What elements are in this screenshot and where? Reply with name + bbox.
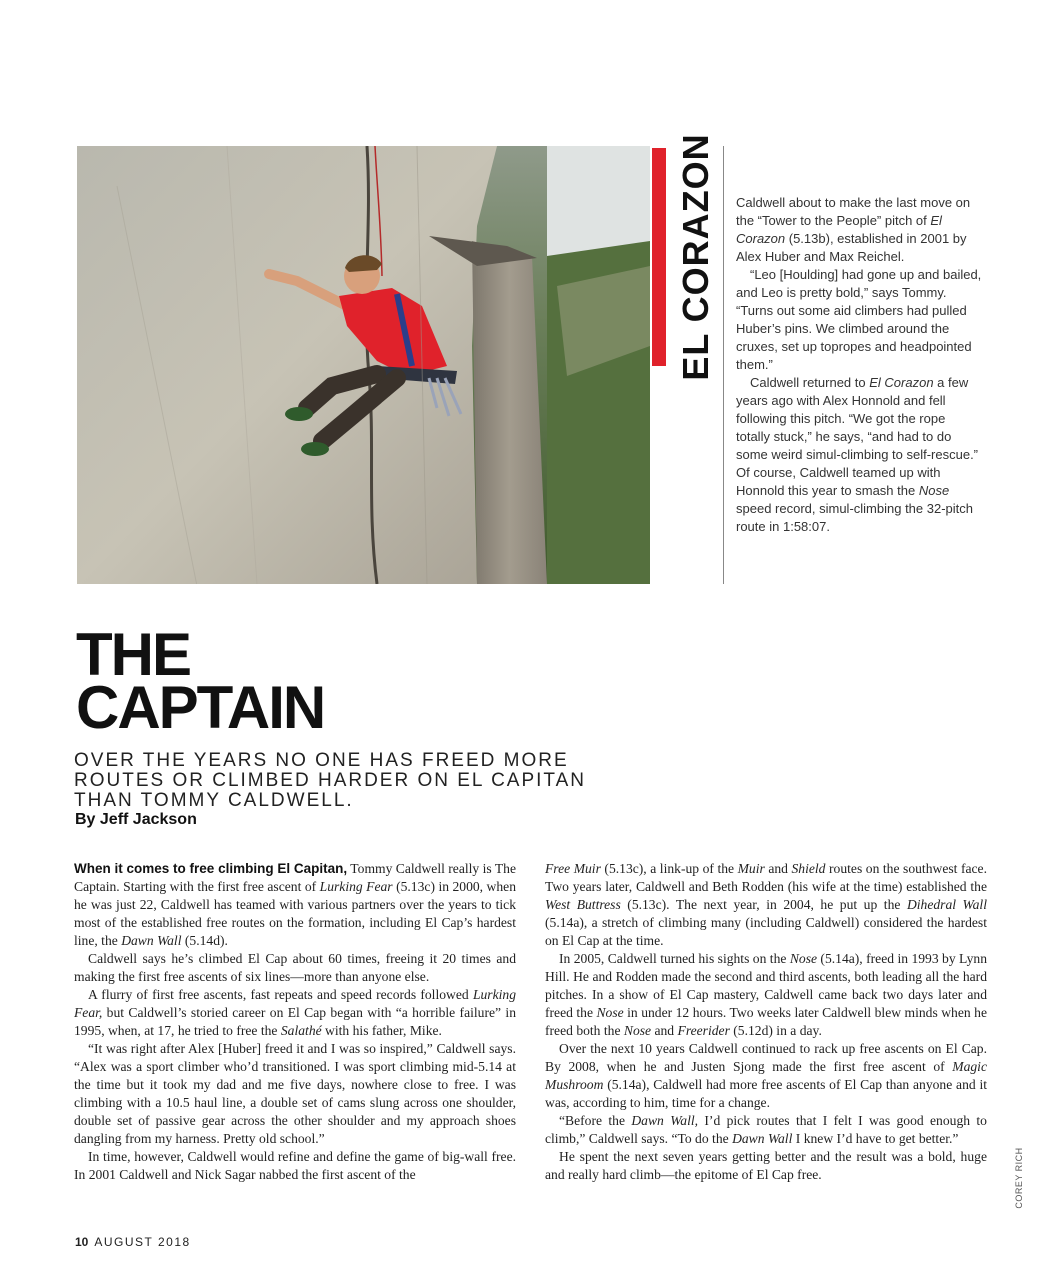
text-run: “Before the [559,1113,632,1128]
paragraph [74,1040,516,1148]
paragraph [545,950,987,1040]
text-run: Caldwell returned to [750,375,870,390]
paragraph [736,266,982,374]
italic-text: Nose [596,1005,624,1020]
italic-text: Lurking Fear [319,879,393,894]
text-run: (5.14a), a stretch of climbing many (including Caldwell) considered the hardest on El Cap at the time. [545,915,987,948]
text-run: speed record, simul-climbing the 32-pitch route in 1:58:07. [736,501,973,534]
sidebar-title-text: EL CORAZON [675,133,716,381]
text-run: Tommy Caldwell really is The Captain. Starting with the first free ascent of [74,861,516,894]
paragraph [545,1112,987,1148]
paragraph [736,374,982,536]
paragraph [74,986,516,1040]
paragraph [74,860,516,950]
text-run: He spent the next seven years getting better and the result was a bold, huge and really hard climb—the epitome of El Cap free. [545,1149,987,1182]
text-run: A flurry of first free ascents, fast repeats and speed records followed [88,987,473,1002]
body-column-left [74,860,516,1184]
lead-in: When it comes to free climbing El Capitan, [74,861,348,876]
paragraph [545,1040,987,1112]
italic-text: Dawn Wall [732,1131,793,1146]
text-run: Caldwell about to make the last move on the “Tower to the People” pitch of [736,195,971,228]
italic-text: Shield [791,861,826,876]
text-run: but Caldwell’s storied career on El Cap began with “a horrible failure” in 1995, when, at 17, he tried to free the [74,1005,516,1038]
italic-text: Free Muir [545,861,601,876]
accent-bar [652,148,666,366]
text-run: “Leo [Houlding] had gone up and bailed, and Leo is pretty bold,” says Tommy. “Turns out some aid climbers had pulled Huber’s pins. We climbed around the cruxes, set up topropes and headpointed them.” [736,267,982,372]
text-run: Caldwell says he’s climbed El Cap about 60 times, freeing it 20 times and making the first free ascents of six lines—more than anyone else. [74,951,516,984]
text-run: (5.14a), freed in 1993 by Lynn Hill. He and Rodden made the second and third ascents, both leading all the hard pitches. In a show of El Cap mastery, Caldwell came back two days later and freed the [545,951,987,1020]
text-run: (5.13c). The next year, in 2004, he put up the [620,897,907,912]
sidebar-divider [723,146,724,584]
title-line-1: THE [76,621,190,688]
text-run: I knew I’d have to get better.” [792,1131,959,1146]
italic-text: Nose [918,483,950,498]
text-run: with his father, Mike. [321,1023,442,1038]
italic-text: Lurking Fear, [74,987,516,1020]
text-run: (5.13c), a link-up of the [600,861,738,876]
italic-text: Nose [623,1023,652,1038]
paragraph [736,194,982,266]
photo-caption [736,194,982,536]
folio [75,1235,191,1249]
text-run: routes on the southwest face. Two years later, Caldwell and Beth Rodden (his wife at the time) established the [545,861,987,894]
page-number: 10 [75,1235,89,1249]
italic-text: Dawn Wall [121,933,182,948]
climber-photo-illustration [77,146,650,584]
text-run: (5.14a), Caldwell had more free ascents of El Cap than anyone and it was, according to him, time for a change. [545,1077,987,1110]
title-line-2: CAPTAIN [76,674,325,741]
text-run: (5.14d). [181,933,228,948]
paragraph [545,1148,987,1184]
italic-text: Dihedral Wall [906,897,987,912]
byline: By Jeff Jackson [75,811,197,828]
sidebar-title [675,133,716,381]
text-run: (5.12d) in a day. [729,1023,822,1038]
body-column-right [545,860,987,1184]
italic-text: El Corazon [736,213,942,246]
paragraph [74,950,516,986]
article-deck: OVER THE YEARS NO ONE HAS FREED MORE ROUTES OR CLIMBED HARDER ON EL CAPITAN THAN TOMMY CALDWELL. [74,750,587,811]
italic-text: Salathé [280,1023,322,1038]
paragraph [74,1148,516,1184]
text-run: in under 12 hours. Two weeks later Caldwell blew minds when he freed both the [545,1005,987,1038]
text-run: and [764,861,792,876]
text-run: (5.13c) in 2000, when he was just 22, Caldwell has teamed with various partners over the years to tick most of the established free routes on the formation, including El Cap’s hardest line, the [74,879,517,948]
text-run: (5.13b), established in 2001 by Alex Huber and Max Reichel. [736,231,967,264]
text-run: “It was right after Alex [Huber] freed it and I was so inspired,” Caldwell says. “Alex was a sport climber who’d transitioned. I was sport climbing mid-5.14 at the time but it took my dad and me five days, nowhere close to free. I was climbing with a 10.5 haul line, a double set of cams slung across one shoulder, double set of passive gear across the other shoulder and my approach shoes dangling from my harness. Pretty old school.” [74,1041,516,1146]
italic-text: West Buttress [545,897,621,912]
photo-credit-text: COREY RICH [1014,1147,1024,1209]
italic-text: El Corazon [869,375,934,390]
italic-text: Nose [789,951,818,966]
text-run: Over the next 10 years Caldwell continued to rack up free ascents on El Cap. By 2008, when he and Justen Sjong made the first free ascent of [545,1041,987,1074]
issue-date: AUGUST 2018 [94,1235,191,1249]
italic-text: Freerider [677,1023,730,1038]
climber-photo [77,146,650,584]
italic-text: Magic Mushroom [545,1059,987,1092]
text-run: I’d pick routes that I felt I was good enough to climb,” Caldwell says. “To do the [545,1113,987,1146]
page-title [76,621,325,741]
photo-credit [1012,1148,1026,1208]
paragraph [545,860,987,950]
italic-text: Dawn Wall, [631,1113,699,1128]
text-run: and [651,1023,678,1038]
text-run: a few years ago with Alex Honnold and fell following this pitch. “We got the rope totally stuck,” he says, “and had to do some weird simul-climbing to self-rescue.” Of course, Caldwell teamed up with Honnold this year to smash the [736,375,979,498]
text-run: In time, however, Caldwell would refine and define the game of big-wall free. In 2001 Caldwell and Nick Sagar nabbed the first ascent of the [74,1149,516,1182]
text-run: In 2005, Caldwell turned his sights on the [559,951,790,966]
italic-text: Muir [737,861,765,876]
